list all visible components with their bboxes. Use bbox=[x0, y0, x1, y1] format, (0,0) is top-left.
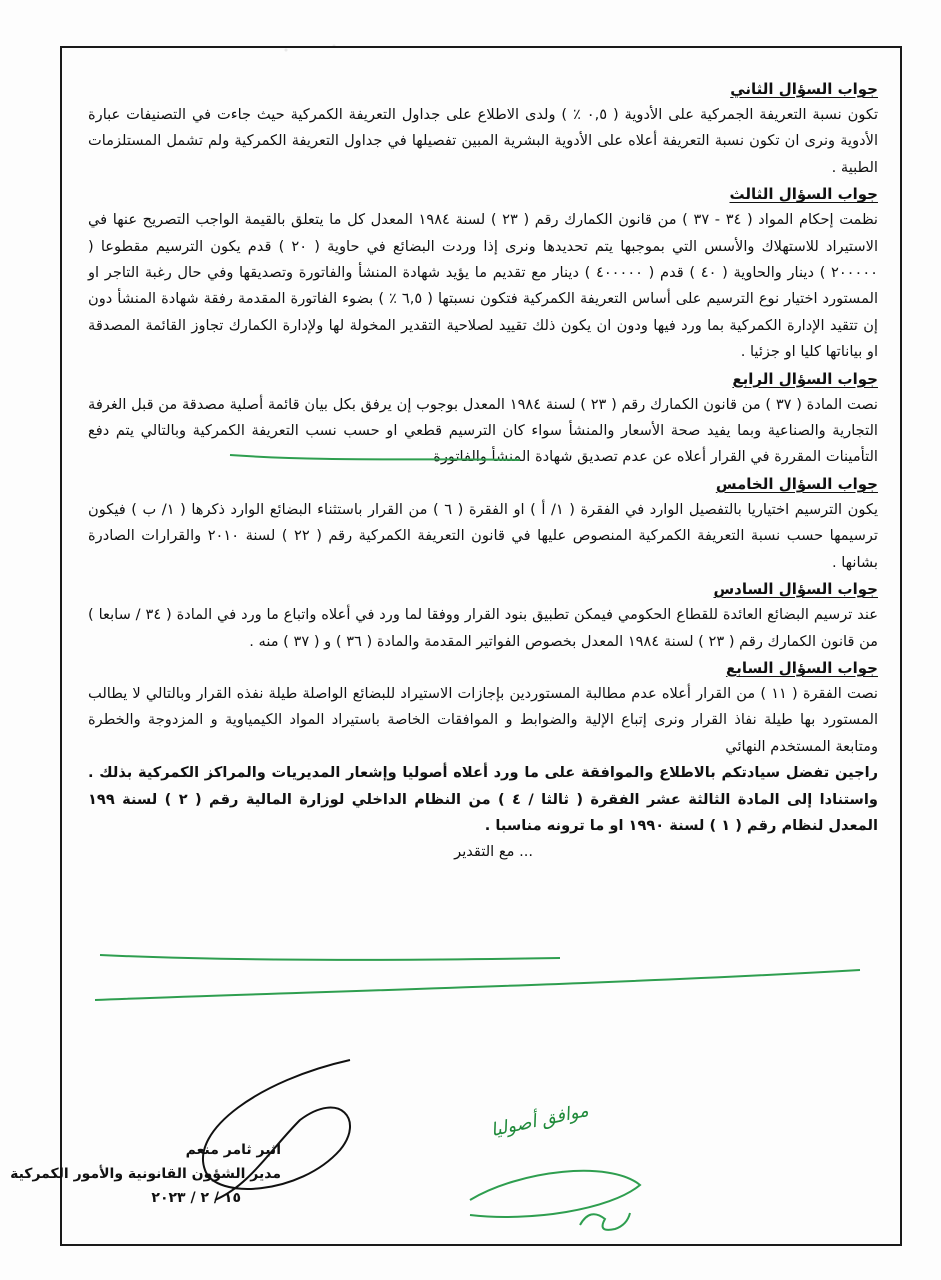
answer-7-title: جواب السؤال السابع bbox=[725, 658, 878, 677]
answer-5-text: يكون الترسيم اختياريا بالتفصيل الوارد في الفقرة ( ١/ أ ) او الفقرة ( ٦ ) من القرار باستثناء البضائع الوارد ذكرها ( ١/ ب ) فيكون ترسيمها حسب نسبة التعريفة الكمركية المنصوص عليها في قانون التعريفة الكمركية رقم ( ٢٢ ) لسنة ٢٠١٠ والقرارات الصادرة بشانها . bbox=[88, 500, 879, 571]
answer-2-title: جواب السؤال الثاني bbox=[730, 80, 878, 98]
answer-6-text: عند ترسيم البضائع العائدة للقطاع الحكومي فيمكن تطبيق بنود القرار ووفقا لما ورد في أعلاه واتباع ما ورد في المادة ( ٣٤ / سابعا ) من قانون الكمارك رقم ( ٢٣ ) لسنة ١٩٨٤ المعدل بخصوص الفواتير المقدمة والمادة ( ٣٦ ) و ( ٣٧ ) منه . bbox=[88, 606, 878, 650]
answer-5-title: جواب السؤال الخامس bbox=[715, 474, 878, 493]
answer-3-title: جواب السؤال الثالث bbox=[729, 185, 878, 204]
signatory-name: اثير ثامر منعم bbox=[185, 1142, 281, 1158]
answer-2-text: تكون نسبة التعريفة الجمركية على الأدوية ( ٠,٥ ٪ ) ولدى الاطلاع على جداول التعريفة الكمركية حيث جاءت في التصنيفات عبارة الأدوية ونرى ان تكون نسبة التعريفة أعلاه على الأدوية البشرية المبين تفصيلها في جداول التعريفة الكمركية ولم تشمل المستلزمات الطبية . bbox=[88, 106, 879, 176]
answer-4-text: نصت المادة ( ٣٧ ) من قانون الكمارك رقم ( ٢٣ ) لسنة ١٩٨٤ المعدل بوجوب إن يرفق بكل بيان قائمة أصلية مصدقة من قبل الغرفة التجارية والصناعية وبما يفيد صحة الأسعار والمنشأ سواء كان الترسيم قطعي او حسب نسب التعريفة الكمركية وبالتالي يتم دفع التأمينات المقررة في القرار أعلاه عن عدم تصديق شهادة المنشأ والفاتورة bbox=[88, 395, 878, 466]
answer-3-text: نظمت إحكام المواد ( ٣٤ - ٣٧ ) من قانون الكمارك رقم ( ٢٣ ) لسنة ١٩٨٤ المعدل كل ما يتعلق بالقيمة الواجب التصريح عنها في الاستيراد للاستهلاك والأسس التي بموجبها يتم تحديدها ونرى إذا وردت البضائع في حاوية ( ٢٠ ) قدم يكون الترسيم مقطوعا ( ٢٠٠٠٠٠ ) دينار والحاوية ( ٤٠ ) قدم ( ٤٠٠٠٠٠ ) دينار مع تقديم ما يؤيد شهادة المنشأ والفاتورة وتصديقها وفي حال رغبة التاجر او المستورد اختيار نوع الترسيم على أساس التعريفة الكمركية فتكون نسبتها ( ٦,٥ ٪ ) بضوء الفاتورة المقدمة رفقة شهادة المنشأ دون إن تتقيد الإدارة الكمركية بما ورد فيها ودون ان يكون ذلك تقييد لصلاحية التقدير المخولة لها ولإدارة الكمارك تجاوز القائمة المصدقة او بياناتها كليا او جزئيا . bbox=[88, 211, 879, 361]
signatory-title: مدير الشؤون القانونية والأمور الكمركية bbox=[10, 1166, 281, 1182]
handwritten-approval-note: موافق أصوليا bbox=[488, 1099, 591, 1142]
signature-block bbox=[10, 1138, 281, 1210]
closing-regards: ... مع التقدير bbox=[454, 843, 533, 861]
answer-6-title: جواب السؤال السادس bbox=[713, 580, 878, 599]
answer-7-text: نصت الفقرة ( ١١ ) من القرار أعلاه عدم مطالبة المستوردين بإجازات الاستيراد للبضائع الواصلة طيلة نفذه القرار وبالتالي لا يطالب المستورد بها طيلة نفاذ القرار ونرى إتباع الإلية والضوابط و الموافقات الخاصة باستيراد المواد الكيمياوية و المزدوجة والخطرة ومتابعة المستخدم النهائي bbox=[88, 684, 878, 755]
closing-paragraph: راجين تفضل سيادتكم بالاطلاع والموافقة على ما ورد أعلاه أصوليا وإشعار المديريات والمراكز الكمركية بذلك . واستنادا إلى المادة الثالثة عشر الفقرة ( ثالثا / ٤ ) من النظام الداخلي لوزارة المالية رقم ( ٢ ) لسنة ١٩٩ المعدل لنظام رقم ( ١ ) لسنة ١٩٩٠ او ما ترونه مناسبا . bbox=[88, 764, 878, 834]
answer-4-title: جواب السؤال الرابع bbox=[732, 369, 878, 388]
signature-date: ١٥ / ٢ / ٢٠٢٣ bbox=[151, 1190, 241, 1206]
